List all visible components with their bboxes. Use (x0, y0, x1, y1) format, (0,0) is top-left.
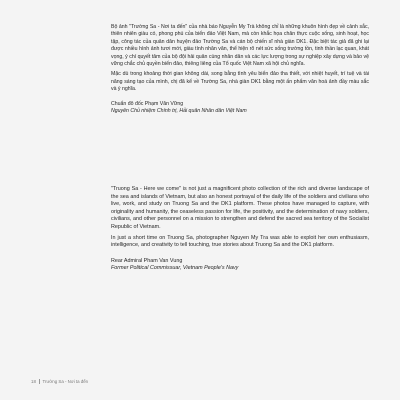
english-signature (111, 258, 369, 273)
book-title: Trường Sa - Nơi ta đến (42, 379, 89, 384)
vietnamese-paragraph-1: Bộ ảnh "Trường Sa - Nơi ta đến" của nhà báo Nguyễn My Trà không chỉ là những khuôn hình đẹp về cảnh sắc, thiên nhiên giàu có, phong phú của biển đảo Việt Nam, mà còn khắc họa chân thực cuộc sống, sinh hoạt, học tập, công tác của quân dân huyện đảo Trường Sa và cán bộ chiến sĩ nhà giàn DK1. Đặc biệt tác giả đã ghi lại được nhiều hình ảnh tươi mới, giàu tính nhân văn, thể hiện rõ nét sức sống trường tồn, tinh thần lạc quan, khát vọng, ý chí quyết tâm của bộ đội hải quân cùng nhân dân và các lực lượng trong sự nghiệp xây dựng và bảo vệ vững chắc chủ quyền biển đảo, thiêng liêng của Tổ quốc Việt Nam xã hội chủ nghĩa. (111, 24, 369, 68)
page-footer (31, 379, 88, 384)
english-signature-title: Former Political Commissuar, Vietnam People's Navy (111, 265, 239, 272)
english-paragraph-2: In just a short time on Truong Sa, photographer Nguyen My Tra was able to exploit her own enthusiasm, intelligence, and creativity to tell touching, true stories about Truong Sa and the DK1 platform. (111, 234, 369, 249)
vietnamese-paragraph-2: Mặc dù trong khoảng thời gian không dài, song bằng tình yêu biển đảo tha thiết, với nhiệt huyết, trí tuệ và tài năng sáng tạo của mình, chị đã kể về Trường Sa, nhà giàn DK1 bằng một ấn phẩm văn hoá ảnh đầy màu sắc và ý nghĩa. (111, 71, 369, 93)
vietnamese-signature (111, 101, 369, 116)
english-signature-name: Rear Admiral Pham Van Vung (111, 257, 183, 264)
vietnamese-foreword (111, 24, 369, 115)
english-paragraph-1: "Truong Sa - Here we come" is not just a magnificent photo collection of the rich and diverse landscape of the sea and islands of Vietnam, but also an honest portrayal of the daily life of the soldiers and civilians who live, work, and study on Truong Sa and the DK1 platform. These photos have managed to capture, with originality and humanity, the ceaseless passion for life, the positivity, and the determination of navy soldiers, civilians, and other personnel on a mission to strengthen and defend the sacred sea territory of the Socialist Republic of Vietnam. (111, 186, 369, 230)
vietnamese-signature-name: Chuẩn đô đốc Phạm Văn Vững (111, 100, 184, 107)
page-number: 18 (31, 379, 36, 384)
vietnamese-signature-title: Nguyên Chủ nhiệm Chính trị, Hải quân Nhân dân Việt Nam (111, 108, 247, 115)
english-foreword (111, 186, 369, 273)
footer-divider (39, 379, 40, 384)
